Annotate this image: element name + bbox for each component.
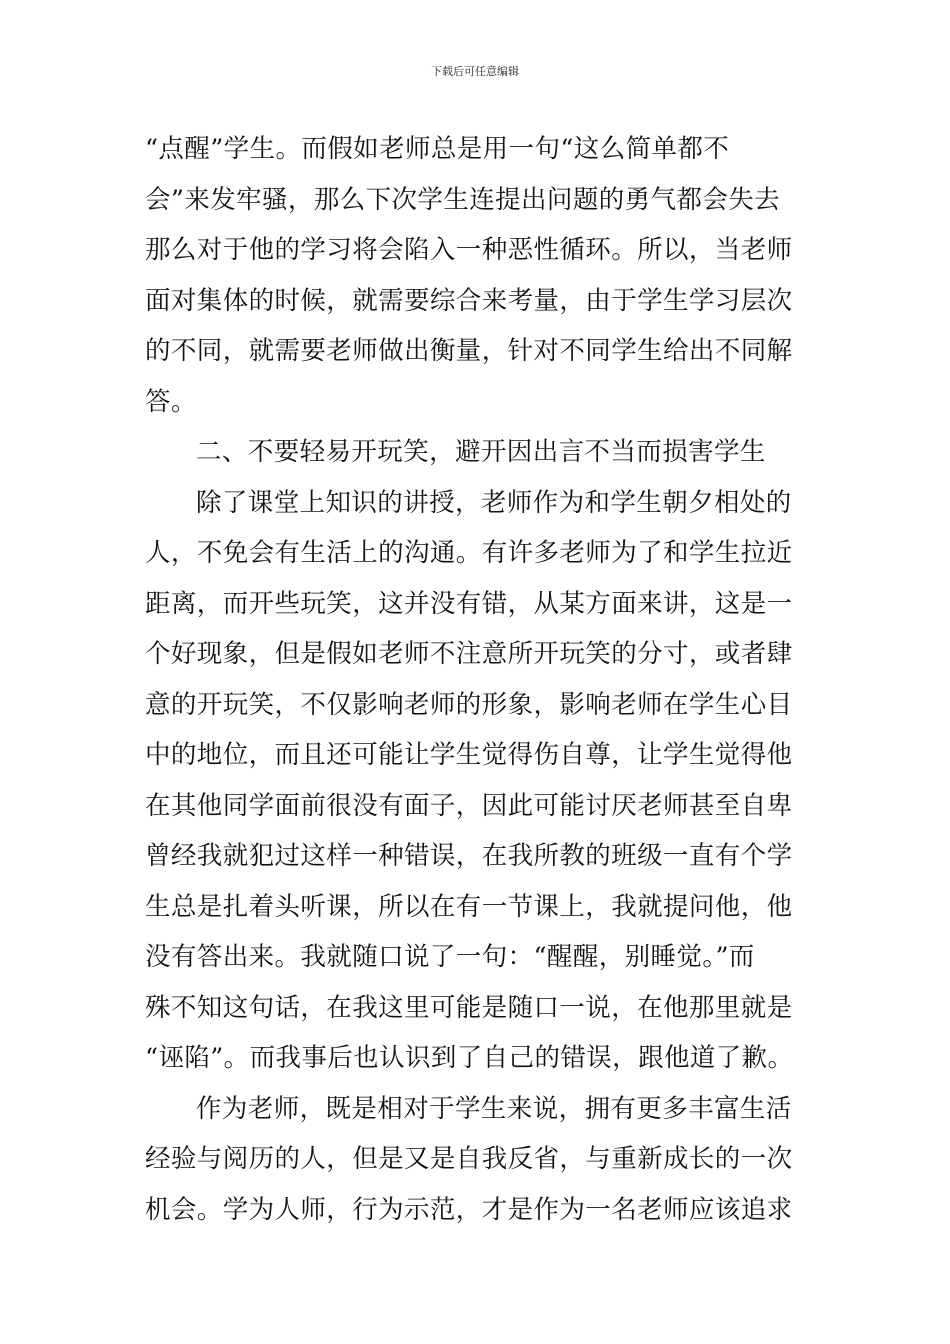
text-line: “诬陷”。而我事后也认识到了自己的错误，跟他道了歉。 — [145, 1043, 794, 1073]
paragraph-start-line: 作为老师，既是相对于学生来说，拥有更多丰富生活 — [196, 1093, 792, 1124]
document-body — [145, 124, 810, 1235]
text-line: 机会。学为人师，行为示范，才是作为一名老师应该追求 — [145, 1194, 793, 1225]
text-line: 生总是扎着头听课，所以在有一节课上，我就提问他，他 — [145, 891, 793, 922]
text-line: 没有答出来。我就随口说了一句：“醒醒，别睡觉。”而 — [145, 942, 755, 972]
paragraph-start-line: 除了课堂上知识的讲授，老师作为和学生朝夕相处的 — [196, 487, 792, 518]
text-line: 距离，而开些玩笑，这并没有错，从某方面来讲，这是一 — [145, 588, 793, 619]
text-line: 会”来发牢骚，那么下次学生连提出问题的勇气都会失去 — [145, 184, 781, 215]
text-line: 面对集体的时候，就需要综合来考量，由于学生学习层次 — [145, 285, 793, 316]
section-heading: 二、不要轻易开玩笑，避开因出言不当而损害学生 — [196, 437, 766, 467]
text-line: 的不同，就需要老师做出衡量，针对不同学生给出不同解 — [145, 336, 793, 366]
text-line: 在其他同学面前很没有面子，因此可能讨厌老师甚至自卑 — [145, 790, 793, 821]
text-line: 那么对于他的学习将会陷入一种恶性循环。所以，当老师 — [145, 235, 793, 265]
text-line: 人，不免会有生活上的沟通。有许多老师为了和学生拉近 — [145, 538, 793, 568]
text-line: 曾经我就犯过这样一种错误，在我所教的班级一直有个学 — [145, 841, 793, 871]
text-line: 个好现象，但是假如老师不注意所开玩笑的分寸，或者肆 — [145, 639, 793, 669]
text-line: 殊不知这句话，在我这里可能是随口一说，在他那里就是 — [145, 992, 793, 1023]
text-line: 答。 — [145, 386, 197, 417]
text-line: “点醒”学生。而假如老师总是用一句“这么简单都不 — [145, 134, 730, 164]
text-line: 意的开玩笑，不仅影响老师的形象，影响老师在学生心目 — [145, 689, 793, 720]
text-line: 经验与阅历的人，但是又是自我反省，与重新成长的一次 — [145, 1144, 793, 1174]
page-header: 下载后可任意编辑 — [431, 65, 519, 78]
text-line: 中的地位，而且还可能让学生觉得伤自尊，让学生觉得他 — [145, 740, 793, 770]
